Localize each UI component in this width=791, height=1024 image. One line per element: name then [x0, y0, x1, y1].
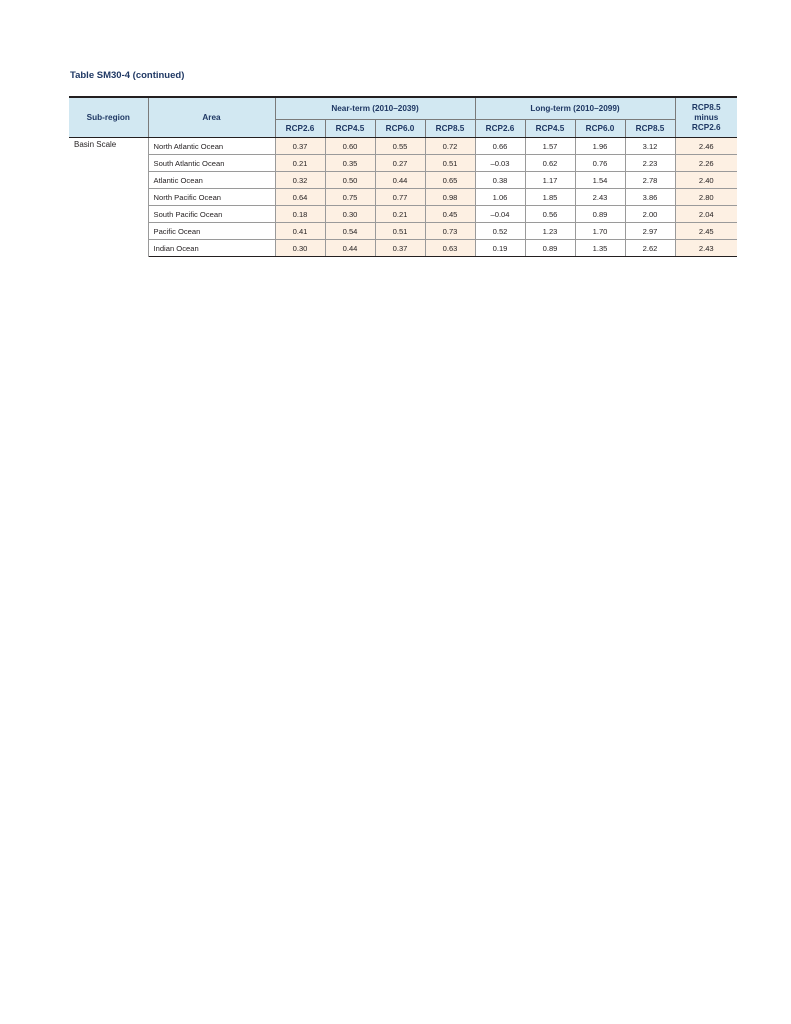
table-row: [69, 155, 737, 172]
value-cell: 0.37: [375, 240, 425, 257]
value-cell: 3.86: [625, 189, 675, 206]
header-near-rcp45: RCP4.5: [325, 120, 375, 138]
value-cell: 0.51: [375, 223, 425, 240]
value-cell: 0.77: [375, 189, 425, 206]
value-cell: 1.23: [525, 223, 575, 240]
value-cell: 0.45: [425, 206, 475, 223]
value-cell: 0.66: [475, 138, 525, 155]
value-cell: 0.38: [475, 172, 525, 189]
value-cell: 0.63: [425, 240, 475, 257]
table-row: [69, 189, 737, 206]
value-cell: 2.43: [675, 240, 737, 257]
value-cell: 0.37: [275, 138, 325, 155]
value-cell: 1.70: [575, 223, 625, 240]
subregion-cell: Basin Scale: [69, 138, 148, 257]
area-cell: Indian Ocean: [148, 240, 275, 257]
header-long-rcp60: RCP6.0: [575, 120, 625, 138]
value-cell: 2.62: [625, 240, 675, 257]
area-cell: Atlantic Ocean: [148, 172, 275, 189]
value-cell: 2.26: [675, 155, 737, 172]
value-cell: 0.30: [325, 206, 375, 223]
area-cell: South Atlantic Ocean: [148, 155, 275, 172]
value-cell: 0.75: [325, 189, 375, 206]
value-cell: 3.12: [625, 138, 675, 155]
value-cell: 0.44: [325, 240, 375, 257]
value-cell: 0.89: [575, 206, 625, 223]
area-cell: North Atlantic Ocean: [148, 138, 275, 155]
header-long-term: Long-term (2010–2099): [475, 97, 675, 120]
value-cell: 0.98: [425, 189, 475, 206]
value-cell: 0.41: [275, 223, 325, 240]
value-cell: 2.45: [675, 223, 737, 240]
header-long-rcp85: RCP8.5: [625, 120, 675, 138]
value-cell: –0.04: [475, 206, 525, 223]
value-cell: 2.97: [625, 223, 675, 240]
value-cell: 1.17: [525, 172, 575, 189]
value-cell: 0.30: [275, 240, 325, 257]
value-cell: 1.85: [525, 189, 575, 206]
data-table: [69, 96, 737, 257]
value-cell: 0.51: [425, 155, 475, 172]
header-difference: [675, 97, 737, 138]
header-diff-line1: RCP8.5: [691, 102, 721, 112]
value-cell: 0.21: [375, 206, 425, 223]
header-near-rcp26: RCP2.6: [275, 120, 325, 138]
header-diff-line3: RCP2.6: [691, 122, 721, 132]
value-cell: 0.19: [475, 240, 525, 257]
table-row: [69, 172, 737, 189]
value-cell: 0.72: [425, 138, 475, 155]
table-row: [69, 206, 737, 223]
header-diff-line2: minus: [694, 112, 719, 122]
value-cell: 0.21: [275, 155, 325, 172]
value-cell: 0.50: [325, 172, 375, 189]
value-cell: 0.89: [525, 240, 575, 257]
table-row: [69, 138, 737, 155]
value-cell: 2.04: [675, 206, 737, 223]
value-cell: 2.23: [625, 155, 675, 172]
table-row: [69, 240, 737, 257]
value-cell: 2.46: [675, 138, 737, 155]
value-cell: 2.80: [675, 189, 737, 206]
value-cell: 2.78: [625, 172, 675, 189]
value-cell: 1.57: [525, 138, 575, 155]
header-long-rcp45: RCP4.5: [525, 120, 575, 138]
value-cell: 1.06: [475, 189, 525, 206]
value-cell: 1.54: [575, 172, 625, 189]
area-cell: North Pacific Ocean: [148, 189, 275, 206]
value-cell: –0.03: [475, 155, 525, 172]
value-cell: 0.27: [375, 155, 425, 172]
value-cell: 0.76: [575, 155, 625, 172]
header-long-rcp26: RCP2.6: [475, 120, 525, 138]
value-cell: 0.56: [525, 206, 575, 223]
value-cell: 1.96: [575, 138, 625, 155]
value-cell: 0.54: [325, 223, 375, 240]
header-near-rcp60: RCP6.0: [375, 120, 425, 138]
value-cell: 0.73: [425, 223, 475, 240]
value-cell: 0.55: [375, 138, 425, 155]
value-cell: 0.64: [275, 189, 325, 206]
value-cell: 2.00: [625, 206, 675, 223]
value-cell: 0.44: [375, 172, 425, 189]
value-cell: 2.40: [675, 172, 737, 189]
table-caption: Table SM30-4 (continued): [70, 70, 185, 81]
value-cell: 0.35: [325, 155, 375, 172]
value-cell: 0.60: [325, 138, 375, 155]
value-cell: 0.62: [525, 155, 575, 172]
header-near-term: Near-term (2010–2039): [275, 97, 475, 120]
table-row: [69, 223, 737, 240]
area-cell: Pacific Ocean: [148, 223, 275, 240]
value-cell: 0.65: [425, 172, 475, 189]
value-cell: 0.18: [275, 206, 325, 223]
header-near-rcp85: RCP8.5: [425, 120, 475, 138]
value-cell: 0.52: [475, 223, 525, 240]
header-area: Area: [148, 97, 275, 138]
value-cell: 1.35: [575, 240, 625, 257]
value-cell: 0.32: [275, 172, 325, 189]
area-cell: South Pacific Ocean: [148, 206, 275, 223]
header-subregion: Sub-region: [69, 97, 148, 138]
value-cell: 2.43: [575, 189, 625, 206]
